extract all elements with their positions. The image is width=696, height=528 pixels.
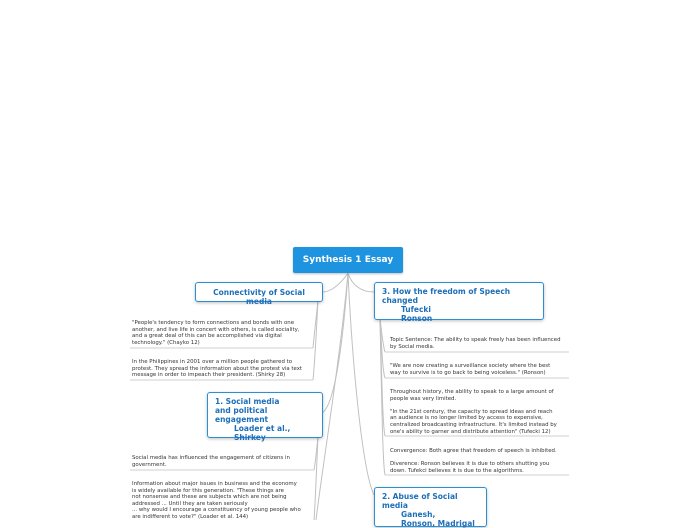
topic-abuse-line2: Ganesh, (401, 510, 436, 519)
topic-abuse-of-social-media[interactable] (374, 487, 487, 527)
topic-social-media-engagement[interactable] (207, 392, 323, 442)
topic-social-line1: 1. Social media (215, 397, 280, 406)
connector-connectivity (323, 273, 348, 292)
leaf-topic-sentence[interactable]: Topic Sentence: The ability to speak freely has been influenced by Social media. (390, 337, 561, 350)
connector-freedom (348, 273, 374, 292)
topic-freedom-line1: 3. How the freedom of Speech changed (382, 287, 511, 305)
topic-connectivity[interactable] (195, 282, 323, 306)
topic-social-line3: Loader et al., (234, 424, 291, 433)
leaf-surveillance[interactable]: "We are now creating a surveillance society where the best way to survive is to go back to being voiceless." (Ronson) (390, 363, 551, 376)
connector-abuse (348, 273, 374, 495)
topic-abuse-line1: 2. Abuse of Social media (382, 492, 458, 510)
connector-social-media (322, 273, 348, 413)
root-topic[interactable] (293, 247, 403, 273)
topic-abuse-line3: Ronson, Madrigal (401, 519, 475, 528)
topic-social-line4: Shirkey (234, 433, 266, 442)
leaf-people-tendency[interactable]: "People's tendency to form connections and bonds with one another, and live life in concert with others, is called sociality, and a great deal of this can be accomplished via digital technology." (Chayko 12) (132, 320, 300, 346)
topic-social-line2: and political engagement (215, 406, 269, 424)
root-title-b: 1 Essay (355, 255, 394, 265)
leaf-philippines[interactable]: In the Philippines in 2001 over a million people gathered to protest. They spread the information about the protest via text message in order to impeach their president. (Shirky 28) (132, 359, 303, 379)
leaf-information[interactable]: Information about major issues in business and the economy is widely available for this generation. "These things are not nonsense and these are subjects which are not being addressed ... Until they are taken seriously ... why would I encourage a constituency of young people who are indifferent to vote?" (Loader et al. 144) (132, 481, 301, 520)
leaf-convergence[interactable]: Convergence: Both agree that freedom of speech is inhibited. Diverence: Ronson believes it is due to others shutting you down. Tufekci believes it is due to the algorithms. (390, 448, 557, 474)
leaf-throughout-history[interactable]: Throughout history, the ability to speak to a large amount of people was very limited. "In the 21st century, the capacity to spread ideas and reach an audience is no longer limited by access to expensive, centralized broadcasting infrastructure. It's limited instead by one's ability to garner and distribute attention" (Tufecki 12) (390, 389, 557, 435)
topic-connectivity-label: Connectivity of Social media (213, 288, 305, 306)
topic-freedom-line3: Ronson (401, 314, 433, 323)
topic-freedom-of-speech[interactable] (374, 282, 544, 323)
topic-freedom-line2: Tufecki (401, 305, 431, 314)
root-title-a: Synthesis (302, 255, 353, 265)
leaf-engagement[interactable]: Social media has influenced the engagement of citizens in government. (132, 455, 290, 468)
